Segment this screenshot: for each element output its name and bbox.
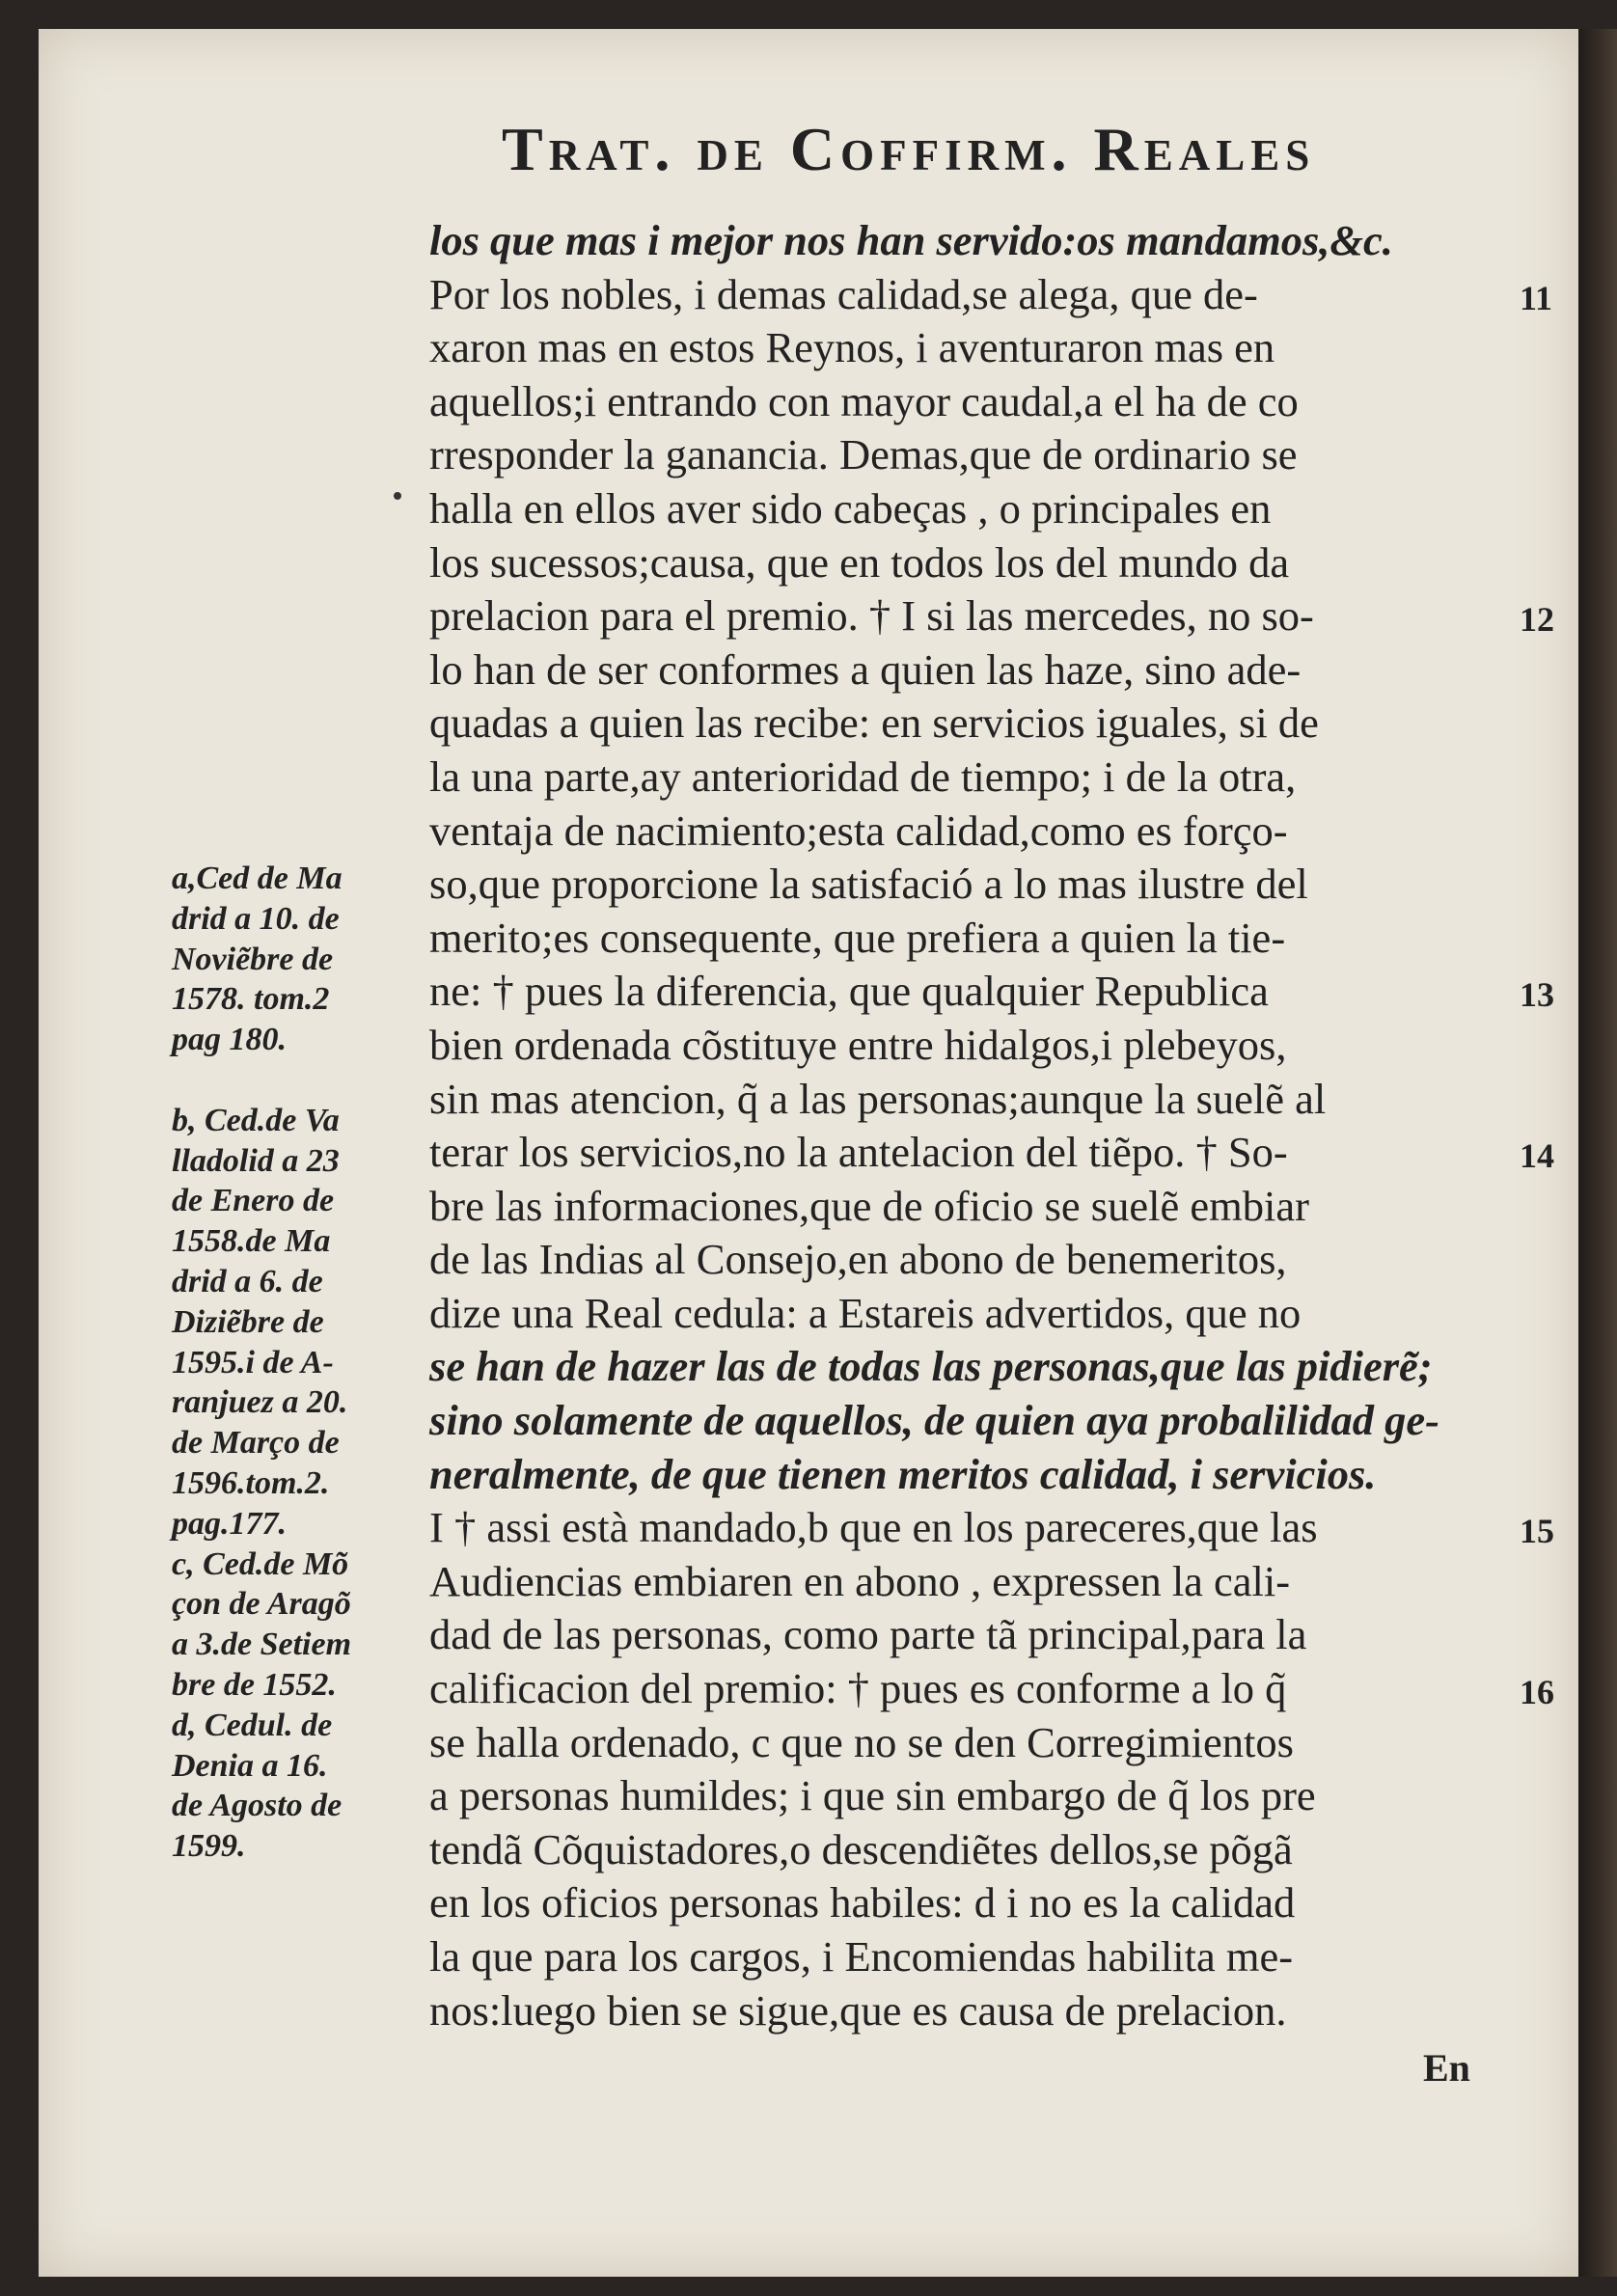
text-line: nos:luego bien se sigue,que es causa de prelacion. <box>429 1985 1287 2035</box>
marginal-note-line <box>172 1060 425 1101</box>
text-line: ne: † pues la diferencia, que qualquier Republica <box>429 967 1269 1016</box>
marginal-note-line: drid a 6. de <box>172 1263 323 1299</box>
text-line: merito;es consequente, que prefiera a quien la tie- <box>429 913 1286 962</box>
paragraph-number: 11 <box>1520 278 1553 317</box>
marginal-note-line: Noviẽbre de <box>172 941 334 977</box>
marginal-note-line: Diziẽbre de <box>172 1303 324 1340</box>
marginal-note-line: de Agosto de <box>172 1788 343 1824</box>
text-line: lo han de ser conformes a quien las haze, sino ade- <box>429 644 1302 694</box>
text-line: la una parte,ay anterioridad de tiempo; i de la otra, <box>429 752 1297 801</box>
marginal-note-line: b, Ced.de Va <box>172 1102 340 1138</box>
marginal-note-line: d, Cedul. de <box>172 1707 333 1743</box>
marginal-note-line: pag.177. <box>172 1505 287 1542</box>
text-line: bien ordenada cõstituye entre hidalgos,i plebeyos, <box>429 1020 1287 1069</box>
text-line: se halla ordenado, c que no se den Corregimientos <box>429 1717 1294 1766</box>
marginal-note-line: 1558.de Ma <box>172 1223 331 1260</box>
marginal-note-line: bre de 1552. <box>172 1666 337 1703</box>
paragraph-number: 15 <box>1520 1512 1554 1551</box>
text-line: dize una Real cedula: a Estareis advertidos, que no <box>429 1288 1302 1337</box>
text-line: calificacion del premio: † pues es conforme a lo q̃ <box>429 1664 1287 1713</box>
text-line-quote: sino solamente de aquellos, de quien aya probalilidad ge- <box>429 1396 1439 1445</box>
text-line: sin mas atencion, q̃ a las personas;aunque la suelẽ al <box>429 1074 1327 1123</box>
marginal-note-line: c, Ced.de Mõ <box>172 1545 349 1582</box>
text-line: ventaja de nacimiento;esta calidad,como es forço- <box>429 806 1288 855</box>
marginal-note-line: de Março de <box>172 1425 340 1462</box>
text-line: rresponder la ganancia. Demas,que de ordinario se <box>429 430 1298 479</box>
text-line: los sucessos;causa, que en todos los del mundo da <box>429 537 1290 587</box>
marginal-note-line: lladolid a 23 <box>172 1142 340 1179</box>
paragraph-number: 16 <box>1520 1673 1554 1712</box>
marginal-note-line: 1595.i de A- <box>172 1344 334 1380</box>
paragraph-number: 13 <box>1520 975 1554 1015</box>
marginal-note-line: drid a 10. de <box>172 900 340 937</box>
text-line: Por los nobles, i demas calidad,se alega, que de- <box>429 269 1258 318</box>
text-line: Audiencias embiaren en abono , expressen la cali- <box>429 1556 1291 1605</box>
marginal-note-line: a,Ced de Ma <box>172 861 343 896</box>
text-line: los que mas i mejor nos han servido:os mandamos,&c. <box>429 216 1393 264</box>
marginal-note-line: 1599. <box>172 1828 246 1865</box>
ink-speck <box>394 492 401 500</box>
text-line: aquellos;i entrando con mayor caudal,a el ha de co <box>429 376 1299 425</box>
marginal-note-line: de Enero de <box>172 1183 335 1219</box>
text-line: I † assi està mandado,b que en los pareceres,que las <box>429 1503 1318 1552</box>
running-title: Trat. de Coffirm. Reales <box>502 115 1316 183</box>
text-line: a personas humildes; i que sin embargo de q̃ los pre <box>429 1771 1316 1820</box>
marginal-note-line: 1596.tom.2. <box>172 1464 330 1501</box>
marginal-note-line: ranjuez a 20. <box>172 1384 348 1421</box>
text-line: de las Indias al Consejo,en abono de benemeritos, <box>429 1235 1287 1284</box>
text-line: xaron mas en estos Reynos, i aventuraron mas en <box>429 323 1275 372</box>
paragraph-number: 12 <box>1520 600 1554 640</box>
text-line-quote: se han de hazer las de todas las personas,que las pidierẽ; <box>429 1342 1433 1391</box>
text-line: tendã Cõquistadores,o descendiẽtes dellos,se põgã <box>429 1824 1293 1873</box>
marginal-note-line: Denia a 16. <box>172 1747 328 1784</box>
marginal-note-line: pag 180. <box>172 1022 287 1058</box>
main-text-block <box>429 214 1510 2037</box>
paragraph-number: 14 <box>1520 1136 1554 1176</box>
text-line: so,que proporcione la satisfació a lo mas ilustre del <box>429 860 1308 909</box>
text-line: terar los servicios,no la antelacion del tiẽpo. † So- <box>429 1128 1288 1177</box>
book-spine <box>1578 29 1617 2277</box>
text-line: en los oficios personas habiles: d i no es la calidad <box>429 1878 1296 1927</box>
marginal-note-line: a 3.de Setiem <box>172 1626 352 1663</box>
text-line: dad de las personas, como parte tã principal,para la <box>429 1610 1307 1659</box>
marginal-note-line: çon de Aragõ <box>172 1586 351 1623</box>
marginal-note-line: 1578. tom.2 <box>172 981 330 1018</box>
text-line: la que para los cargos, i Encomiendas habilita me- <box>429 1932 1294 1981</box>
text-line: halla en ellos aver sido cabeças , o principales en <box>429 483 1272 533</box>
text-line: quadas a quien las recibe: en servicios iguales, si de <box>429 698 1319 748</box>
text-line-quote: neralmente, de que tienen meritos calidad, i servicios. <box>429 1449 1377 1498</box>
text-line: bre las informaciones,que de oficio se suelẽ embiar <box>429 1181 1309 1230</box>
text-line: prelacion para el premio. † I si las mercedes, no so- <box>429 591 1314 641</box>
marginal-notes <box>172 859 425 1867</box>
catchword: En <box>1423 2046 1470 2090</box>
